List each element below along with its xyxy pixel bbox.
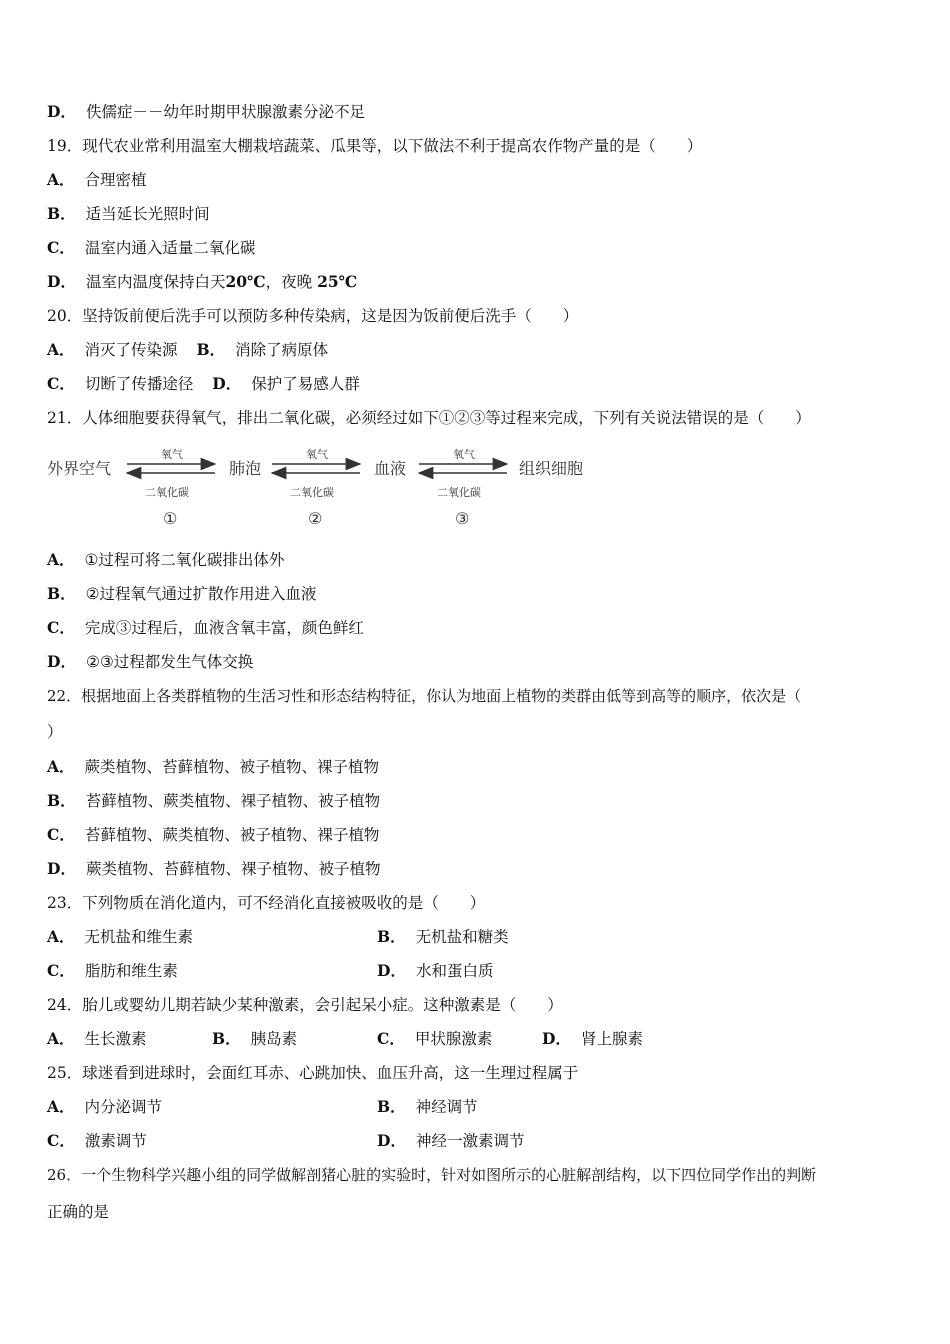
node-tissue-cells: 组织细胞 — [519, 459, 584, 478]
node-alveoli: 肺泡 — [229, 459, 262, 478]
step-1: ① — [163, 509, 178, 528]
q21-option-a[interactable]: A． ①过程可将二氧化碳排出体外 — [47, 550, 285, 569]
q24-option-c[interactable]: C． 甲状腺激素 — [377, 1029, 493, 1048]
q23-option-d[interactable]: D． 水和蛋白质 — [377, 961, 494, 980]
q20-option-d[interactable]: D． 保护了易感人群 — [212, 374, 360, 393]
q22-option-c[interactable]: C． 苔藓植物、蕨类植物、被子植物、裸子植物 — [47, 825, 380, 844]
q23-stem: 23．下列物质在消化道内，可不经消化直接被吸收的是（ ） — [47, 894, 486, 912]
q25-option-d[interactable]: D． 神经一激素调节 — [377, 1131, 525, 1150]
gas-exchange-diagram — [47, 440, 607, 535]
node-outside-air: 外界空气 — [47, 459, 112, 478]
q21-stem: 21．人体细胞要获得氧气，排出二氧化碳，必须经过如下①②③等过程来完成，下列有关说法错误的是（ ） — [47, 409, 811, 427]
q20-option-c[interactable]: C． 切断了传播途径 — [47, 374, 194, 393]
q25-option-c[interactable]: C． 激素调节 — [47, 1131, 147, 1150]
q21-option-c[interactable]: C． 完成③过程后，血液含氧丰富，颜色鲜红 — [47, 618, 364, 637]
q19-option-b[interactable]: B． 适当延长光照时间 — [47, 204, 210, 223]
label-oxygen-2: 氧气 — [306, 448, 328, 461]
q23-option-b[interactable]: B． 无机盐和糖类 — [377, 927, 509, 946]
q19-option-a[interactable]: A． 合理密植 — [47, 170, 147, 189]
step-2: ② — [308, 509, 323, 528]
q24-option-b[interactable]: B． 胰岛素 — [212, 1029, 298, 1048]
q23-option-c[interactable]: C． 脂肪和维生素 — [47, 961, 178, 980]
q22-option-b[interactable]: B． 苔藓植物、蕨类植物、裸子植物、被子植物 — [47, 791, 381, 810]
q20-option-a[interactable]: A． 消灭了传染源 — [47, 340, 178, 359]
q23-option-a[interactable]: A． 无机盐和维生素 — [47, 927, 194, 946]
node-blood: 血液 — [374, 459, 407, 478]
q20-option-b[interactable]: B． 消除了病原体 — [196, 340, 329, 359]
label-co2-2: 二氧化碳 — [290, 486, 334, 499]
q24-stem: 24．胎儿或婴幼儿期若缺少某种激素，会引起呆小症。这种激素是（ ） — [47, 996, 563, 1014]
q22-stem: 22．根据地面上各类群植物的生活习性和形态结构特征，你认为地面上植物的类群由低等到高等的顺序，依次是（ — [47, 687, 802, 705]
label-co2-1: 二氧化碳 — [145, 486, 189, 499]
label-oxygen-1: 氧气 — [161, 448, 183, 461]
q24-option-d[interactable]: D． 肾上腺素 — [542, 1029, 643, 1048]
q19-option-c[interactable]: C． 温室内通入适量二氧化碳 — [47, 238, 256, 257]
q20-options-cd — [47, 374, 360, 394]
q19-stem: 19．现代农业常利用温室大棚栽培蔬菜、瓜果等，以下做法不利于提高农作物产量的是（ ） — [47, 137, 703, 155]
step-3: ③ — [455, 509, 470, 528]
q25-option-a[interactable]: A． 内分泌调节 — [47, 1097, 163, 1116]
q19-option-d[interactable]: D． 温室内温度保持白天20℃，夜晚 25℃ — [47, 272, 358, 291]
q26-stem-cont: 正确的是 — [47, 1203, 110, 1221]
label-co2-3: 二氧化碳 — [437, 486, 481, 499]
q25-option-b[interactable]: B． 神经调节 — [377, 1097, 478, 1116]
q22-option-a[interactable]: A． 蕨类植物、苔藓植物、被子植物、裸子植物 — [47, 757, 380, 776]
q24-option-a[interactable]: A． 生长激素 — [47, 1029, 147, 1048]
q18-option-d[interactable]: D． 佚儒症－－幼年时期甲状腺激素分泌不足 — [47, 102, 365, 121]
q20-options-ab — [47, 340, 328, 360]
q22-stem-cont: ） — [47, 723, 63, 741]
q21-option-b[interactable]: B． ②过程氧气通过扩散作用进入血液 — [47, 584, 317, 603]
q20-stem: 20．坚持饭前便后洗手可以预防多种传染病，这是因为饭前便后洗手（ ） — [47, 307, 579, 325]
q25-stem: 25．球迷看到进球时，会面红耳赤、心跳加快、血压升高，这一生理过程属于 — [47, 1064, 579, 1082]
label-oxygen-3: 氧气 — [453, 448, 475, 461]
q22-option-d[interactable]: D． 蕨类植物、苔藓植物、裸子植物、被子植物 — [47, 859, 381, 878]
q21-option-d[interactable]: D． ②③过程都发生气体交换 — [47, 652, 254, 671]
q26-stem: 26．一个生物科学兴趣小组的同学做解剖猪心脏的实验时，针对如图所示的心脏解剖结构，以下四位同学作出的判断 — [47, 1166, 817, 1184]
